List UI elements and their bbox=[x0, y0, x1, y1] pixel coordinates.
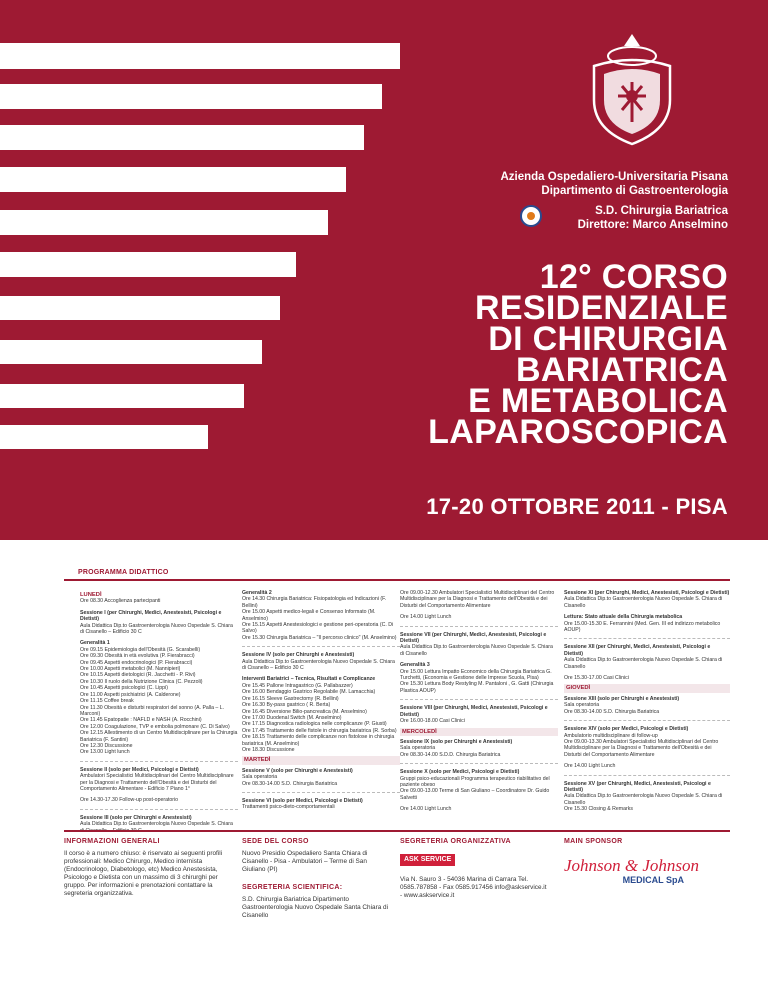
session-title: Sessione V (solo per Chirurghi e Anestesisti) bbox=[242, 767, 353, 774]
program-line: Ore 14.00 Light Lunch bbox=[564, 763, 616, 770]
program-line: Ore 11.15 Coffee break bbox=[80, 698, 134, 705]
stripe-bar bbox=[0, 167, 346, 192]
venue-text: Nuovo Presidio Ospedaliero Santa Chiara di Cisanello - Pisa - Ambulatori – Terme di San Giuliano (PI) bbox=[242, 850, 368, 873]
program-line: Aula Didattica Dip.to Gastroenterologia Nuovo Ospedale S. Chiara di Cisanello – Edificio 30 C bbox=[242, 658, 395, 672]
session-title: Sessione VIII (per Chirurghi, Medici, Anestesisti, Psicologi e Dietisti) bbox=[400, 705, 548, 718]
program-line: Ore 10.30 Il ruolo della Nutrizione Clinica (C. Pezzoli) bbox=[80, 678, 203, 685]
section-title: Lettura: Stato attuale della Chirurgia metabolica bbox=[564, 614, 683, 621]
program-line: Ore 09.30 Obesità in età evolutiva (P. Fierabracci) bbox=[80, 653, 195, 660]
program-line: Ore 16.00 Bendaggio Gastrico Regolabile (M. Lamacchia) bbox=[242, 689, 376, 696]
program-label: PROGRAMMA DIDATTICO bbox=[64, 566, 174, 580]
program-line: Ore 15.30 Closing & Remarks bbox=[564, 806, 633, 813]
medical-logo: MEDICAL SpA bbox=[622, 875, 684, 885]
section-title: Generalità 3 bbox=[400, 662, 430, 669]
section-title: Generalità 1 bbox=[80, 640, 110, 647]
unit-block bbox=[578, 204, 728, 232]
unit-name: S.D. Chirurgia Bariatrica bbox=[595, 205, 728, 217]
session-title: Sessione XII (per Chirurghi, Medici, Anestesisti, Psicologi e Dietisti) bbox=[564, 644, 711, 657]
ask-service-logo: ASK SERVICE bbox=[400, 854, 455, 866]
program-line: Ore 16.45 Diversione Bilio-pancreatica (M. Anselmino) bbox=[242, 708, 367, 715]
program-line: Ore 13.00 Light lunch bbox=[80, 749, 130, 756]
program-line: Sala operatoria bbox=[564, 702, 600, 709]
unit-logo-icon bbox=[520, 205, 542, 227]
stripe-bar bbox=[0, 210, 328, 235]
stripe-bar bbox=[0, 252, 296, 277]
program-line: Ore 10.00 Aspetti metabolici (M. Nannipieri) bbox=[80, 666, 181, 673]
program-line: Ore 14.00 Light Lunch bbox=[400, 614, 452, 621]
day-heading: GIOVEDÌ bbox=[564, 684, 730, 692]
program-line: Ore 12.30 Discussione bbox=[80, 742, 133, 749]
day-heading: MARTEDÌ bbox=[242, 756, 400, 764]
session-title: Sessione IX (solo per Chirurghi e Anestesisti) bbox=[400, 738, 513, 745]
scientific-title: SEGRETERIA SCIENTIFICA: bbox=[242, 884, 343, 891]
title-line: E METABOLICA bbox=[468, 382, 728, 420]
footer-organization bbox=[400, 838, 550, 900]
footer-venue bbox=[242, 838, 392, 920]
course-dates: 17-20 OTTOBRE 2011 - PISA bbox=[426, 494, 728, 519]
program-line: Ore 15.00-15.30 E. Ferrannini (Med. Gen. III ed indirizzo metabolico AOUP) bbox=[564, 620, 721, 634]
program-line: Ore 12.00 Coagulazione, TVP e embolia polmonare (C. Di Salvo) bbox=[80, 723, 230, 730]
title-line: 12° CORSO bbox=[539, 258, 728, 296]
title-line: LAPAROSCOPICA bbox=[428, 413, 728, 451]
stripe-bar bbox=[0, 340, 262, 364]
session-title: Sessione XIII (solo per Chirurghi e Anestesisti) bbox=[564, 695, 680, 702]
program-line: Ore 17.15 Diagnostica radiologica nelle complicanze (P. Giusti) bbox=[242, 721, 387, 728]
section-title: Generalità 2 bbox=[242, 590, 272, 596]
session-title: Sessione XV (per Chirurghi, Medici, Anestesisti, Psicologi e Dietisti) bbox=[564, 780, 711, 793]
program-line: Ore 18.30 Discussione bbox=[242, 746, 295, 753]
program-line: Ore 11.00 Aspetti psichiatrici (A. Calderone) bbox=[80, 691, 181, 698]
program-line: Sala operatoria bbox=[242, 774, 278, 781]
hospital-block bbox=[500, 170, 728, 198]
program-line: Aula Didattica Dip.to Gastroenterologia Nuovo Ospedale S. Chiara di Cisanello – Edificio 30 C bbox=[80, 622, 233, 636]
organization-text: Via N. Sauro 3 - 54036 Marina di Carrara Tel. 0585.787858 - Fax 0585.917456 info@askservice.it - www.askservice.it bbox=[400, 876, 547, 899]
program-line: Ore 11.45 Epatopatie : NAFLD e NASH (A. Rocchini) bbox=[80, 717, 202, 724]
footer-info bbox=[64, 838, 234, 898]
program-line: Ore 17.45 Trattamento delle fistole in chirurgia bariatrica (R. Sorba) bbox=[242, 727, 397, 734]
program-line: Ore 15.15 Aspetti Anestesiologici e gestione peri-operatoria (C. Di Salvo) bbox=[242, 622, 394, 635]
stripe-bar bbox=[0, 296, 280, 320]
program-line: Ambulatorio multidisciplinare di follow-up bbox=[564, 732, 658, 739]
day-heading: MERCOLEDÌ bbox=[400, 728, 558, 736]
program-line: Ore 09.45 Aspetti endocrinologici (P. Fierabracci) bbox=[80, 659, 193, 666]
session-title: Sessione VII (per Chirurghi, Medici, Anestesisti, Psicologi e Dietisti) bbox=[400, 631, 547, 645]
program-line: Ore 08.30-14.00 S.D. Chirurgia Bariatrica bbox=[564, 708, 660, 715]
program-line: Ore 09.15 Epidemiologia dell'Obesità (G. Scarabelli) bbox=[80, 646, 201, 653]
program-line: Ore 15.00 Lettura Impatto Economico della Chirurgia Bariatrica G. Turchetti, (Economia e Gestione delle Imprese Scuola, Pisa) bbox=[400, 668, 552, 682]
footer-divider bbox=[64, 830, 730, 832]
venue-title: SEDE DEL CORSO bbox=[242, 838, 309, 845]
sponsor-title: MAIN SPONSOR bbox=[564, 838, 623, 845]
program-line: Ore 08.30 Accoglienza partecipanti bbox=[80, 598, 161, 605]
day-heading: LUNEDÌ bbox=[80, 592, 102, 598]
info-title: INFORMAZIONI GENERALI bbox=[64, 838, 160, 845]
session-title: Sessione IV (solo per Chirurghi e Anestesisti) bbox=[242, 652, 355, 659]
program-line: Ore 10.15 Aspetti dietologici (R. Jacchetti - P. Rivi) bbox=[80, 672, 196, 679]
program-line: Aula Didattica Dip.to Gastroenterologia Nuovo Ospedale S. Chiara di Cisanello bbox=[400, 644, 553, 657]
program-line: Ore 16.15 Sleeve Gastrectomy (R. Bellini) bbox=[242, 695, 339, 702]
program-line: Ore 14.30-17.30 Follow-up post-operatorio bbox=[80, 797, 179, 804]
program-line: Ore 14.00 Light Lunch bbox=[400, 806, 452, 813]
title-line: BARIATRICA bbox=[515, 351, 728, 389]
program-column-1 bbox=[80, 590, 238, 834]
program-line: Ore 09.00-13.00 Terme di San Giuliano – Coordinatore Dr. Guido Salvetti bbox=[400, 788, 550, 801]
stripe-bar bbox=[0, 84, 382, 109]
program-line: Ore 15.30-17.00 Casi Clinici bbox=[564, 675, 629, 682]
program-line: Sala operatoria bbox=[400, 745, 436, 752]
session-title: Sessione III (solo per Chirurghi e Anestesisti) bbox=[80, 814, 192, 821]
program-line: Ore 16.00-18.00 Casi Clinici bbox=[400, 718, 465, 725]
program-line: Aula Didattica Dip.to Gastroenterologia Nuovo Ospedale S. Chiara di Cisanello bbox=[564, 793, 723, 806]
program-divider bbox=[64, 579, 730, 581]
title-line: DI CHIRURGIA bbox=[488, 320, 728, 358]
program-line: Ore 16.30 By-pass gastrico ( R. Berta) bbox=[242, 702, 331, 709]
program-line: Ore 08.30-14.00 S.D. Chirurgia Bariatrica bbox=[242, 780, 338, 787]
program-line: Ore 11.30 Obesità e disturbi respiratori del sonno (A. Palla – L. Marconi) bbox=[80, 704, 225, 717]
program-column-3 bbox=[400, 590, 558, 813]
program-line: Ambulatori Specialistici Multidisciplinari del Centro Multidisciplinare per la Diagnosi e Trattamento dell'Obesità e dei Disturbi del Comportamento Alimentare - Edificio 7 Piano 1° bbox=[80, 773, 234, 792]
crest-icon bbox=[584, 30, 680, 148]
session-title: Sessione I (per Chirurghi, Medici, Anestesisti, Psicologi e Dietisti) bbox=[80, 609, 222, 623]
program-line: Aula Didattica Dip.to Gastroenterologia Nuovo Ospedale S. Chiara di Cisanello bbox=[564, 657, 723, 670]
program-line: Ore 15.30 Chirurgia Bariatrica – "Il percorso clinico" (M. Anselmino) bbox=[242, 634, 397, 641]
program-line: Ore 15.00 Aspetti medico-legali e Consenso Informato (M. Anselmino) bbox=[242, 609, 376, 622]
session-title: Sessione XIV (solo per Medici, Psicologi e Dietisti) bbox=[564, 726, 689, 733]
program-line: Aula Didattica Dip.to Gastroenterologia Nuovo Ospedale S. Chiara bbox=[80, 821, 233, 828]
course-title bbox=[398, 258, 728, 451]
program-column-2 bbox=[242, 590, 400, 811]
program-line: Ore 10.45 Aspetti psicologici (C. Lippi) bbox=[80, 685, 168, 692]
footer-sponsor bbox=[564, 838, 730, 884]
session-title: Sessione II (solo per Medici, Psicologi e Dietisti) bbox=[80, 766, 199, 773]
program-line: Ore 14.30 Chirurgia Bariatrica: Fisiopatologia ed Indicazioni (F. Bellini) bbox=[242, 596, 387, 609]
program-line: Gruppi psico-educazionali Programma terapeutico riabilitativo del paziente obeso bbox=[400, 775, 550, 788]
program-column-4 bbox=[564, 590, 730, 813]
program-line: Ore 08.30-14.00 S.D.D. Chirurgia Bariatrica bbox=[400, 751, 501, 758]
department-name: Dipartimento di Gastroenterologia bbox=[541, 185, 728, 197]
program-line: Aula Didattica Dip.to Gastroenterologia Nuovo Ospedale S. Chiara di Cisanello bbox=[564, 596, 723, 609]
program-line: Ore 15.45 Pallone Intragastrico (G. Pallabazzer) bbox=[242, 682, 353, 689]
scientific-text: S.D. Chirurgia Bariatrica Dipartimento Gastroenterologia Nuovo Ospedale Santa Chiara di Cisanello bbox=[242, 896, 389, 919]
organization-title: SEGRETERIA ORGANIZZATIVA bbox=[400, 838, 511, 845]
director-name: Direttore: Marco Anselmino bbox=[577, 219, 728, 231]
session-title: Sessione X (solo per Medici, Psicologi e Dietisti) bbox=[400, 769, 520, 776]
stripe-bar bbox=[0, 125, 364, 150]
program-line: Ore 17.00 Duodenal Switch (M. Anselmino) bbox=[242, 714, 342, 721]
session-title: Sessione XI (per Chirurghi, Medici, Anestesisti, Psicologi e Dietisti) bbox=[564, 590, 730, 596]
session-title: Sessione VI (solo per Medici, Psicologi e Dietisti) bbox=[242, 797, 363, 804]
stripe-bar bbox=[0, 43, 400, 69]
stripe-bar bbox=[0, 425, 208, 449]
title-line: RESIDENZIALE bbox=[475, 289, 728, 327]
hospital-name: Azienda Ospedaliero-Universitaria Pisana bbox=[500, 171, 728, 183]
program-line: Ore 18.15 Trattamento delle complicanze non fistolose in chirurgia bariatrica (M. Anselmino) bbox=[242, 734, 395, 747]
section-title: Interventi Bariatrici – Tecnica, Risultati e Complicanze bbox=[242, 676, 376, 683]
stripe-bar bbox=[0, 384, 244, 408]
program-line: Ore 09.00-12.30 Ambulatori Specialistici Multidisciplinari del Centro Multidisciplinare per la Diagnosi e Trattamento dell'Obesità e dei Disturbi del Comportamento Alimentare bbox=[400, 590, 555, 609]
program-line: Ore 12.15 Allestimento di un Centro Multidisciplinare per la Chirurgia Bariatrica (F. Santini) bbox=[80, 730, 238, 743]
info-text: Il corso è a numero chiuso: è riservato ai seguenti profili professionali: Medico Chirurgo, Medico internista (Endocrinologo, Diabetologo, etc) Medico Anestesista, Psicologo e Dietista con un massimo di 3 chirurghi per gruppo. Per informazioni e prenotazioni contattare la segreteria organizzativa. bbox=[64, 850, 223, 897]
johnson-logo: Johnson & Johnson bbox=[564, 856, 700, 875]
program-line: Trattamenti psico-dieto-comportamentali bbox=[242, 804, 335, 811]
program-line: Ore 15.30 Lettura Body Restyling M. Pantaloni , G. Gatti (Chirurgia Plastica AOUP) bbox=[400, 681, 554, 694]
program-line: Ore 09.00-13.30 Ambulatori Specialistici Multidisciplinari del Centro Multidisciplinare per la Diagnosi e Trattamento dell'Obesità e dei Disturbi del Comportamento Alimentare bbox=[564, 738, 719, 758]
